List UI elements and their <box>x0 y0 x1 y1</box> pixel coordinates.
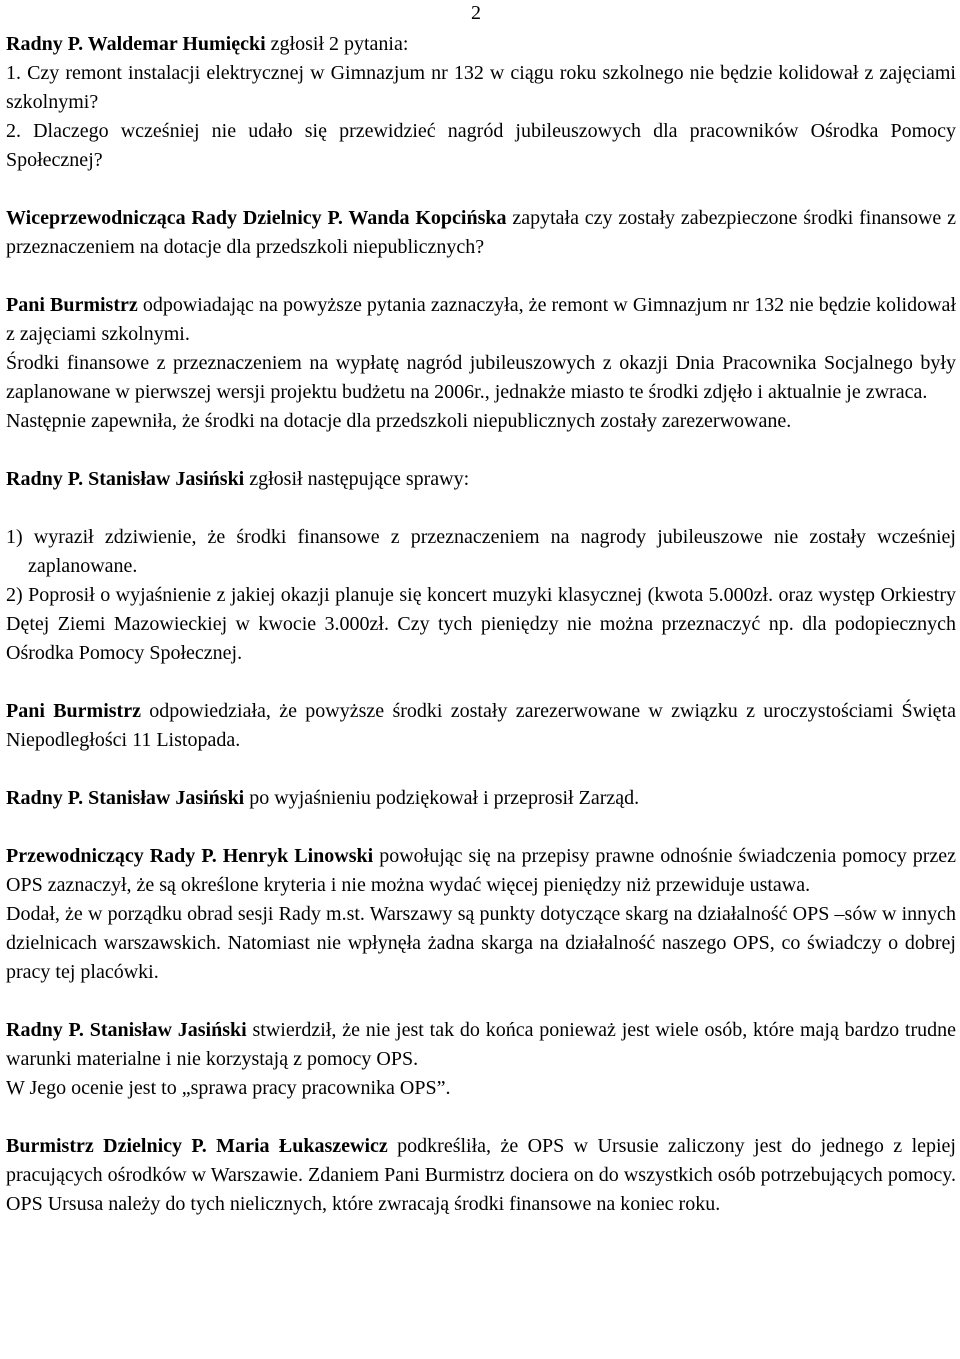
speaker-name: Radny P. Stanisław Jasiński <box>6 787 245 809</box>
paragraph-text: W Jego ocenie jest to „sprawa pracy pracownika OPS”. <box>6 1077 451 1099</box>
paragraph-text: 1. Czy remont instalacji elektrycznej w Gimnazjum nr 132 w ciągu roku szkolnego nie będzie kolidował z zajęciami szkolnymi? <box>6 62 956 113</box>
paragraph-text: odpowiedziała, że powyższe środki zostały zarezerwowane w związku z uroczystościami Święta Niepodległości 11 Listopada. <box>6 700 956 751</box>
speaker-name: Pani Burmistrz <box>6 294 138 316</box>
document-body <box>6 30 956 1219</box>
paragraph <box>6 1074 956 1103</box>
paragraph-gap <box>6 175 956 204</box>
paragraph <box>6 465 956 494</box>
paragraph <box>6 697 956 755</box>
paragraph-text: Następnie zapewniła, że środki na dotacje dla przedszkoli niepublicznych zostały zarezerwowane. <box>6 410 792 432</box>
paragraph-gap <box>6 436 956 465</box>
paragraph <box>6 204 956 262</box>
paragraph <box>6 900 956 987</box>
page-number: 2 <box>471 2 481 24</box>
paragraph-text: odpowiadając na powyższe pytania zaznaczyła, że remont w Gimnazjum nr 132 nie będzie kolidował z zajęciami szkolnymi. <box>6 294 956 345</box>
paragraph-text: 2) Poprosił o wyjaśnienie z jakiej okazji planuje się koncert muzyki klasycznej (kwota 5.000zł. oraz występ Orkiestry Dętej Ziemi Mazowieckiej w kwocie 3.000zł. Czy tych pieniędzy nie można przeznaczyć np. dla podopiecznych Ośrodka Pomocy Społecznej. <box>6 584 956 664</box>
paragraph-gap <box>6 1103 956 1132</box>
paragraph-text: powołując się na przepisy prawne odnośnie świadczenia pomocy przez OPS zaznaczył, że są określone kryteria i nie można wydać więcej pieniędzy niż przewiduje ustawa. <box>6 845 956 896</box>
paragraph-gap <box>6 494 956 523</box>
speaker-name: Radny P. Stanisław Jasiński <box>6 468 245 490</box>
paragraph <box>6 349 956 407</box>
speaker-name: Burmistrz Dzielnicy P. Maria Łukaszewicz <box>6 1135 388 1157</box>
paragraph-text: 2. Dlaczego wcześniej nie udało się przewidzieć nagród jubileuszowych dla pracowników Ośrodka Pomocy Społecznej? <box>6 120 956 171</box>
paragraph <box>6 30 956 59</box>
paragraph <box>6 407 956 436</box>
paragraph <box>6 581 956 668</box>
paragraph <box>6 842 956 900</box>
speaker-name: Pani Burmistrz <box>6 700 141 722</box>
speaker-name: Przewodniczący Rady P. Henryk Linowski <box>6 845 374 867</box>
paragraph-gap <box>6 668 956 697</box>
paragraph-gap <box>6 987 956 1016</box>
paragraph-text: Środki finansowe z przeznaczeniem na wypłatę nagród jubileuszowych z okazji Dnia Pracownika Socjalnego były zaplanowane w pierwszej wersji projektu budżetu na 2006r., jednakże miasto te środki zdjęło i aktualnie je zwraca. <box>6 352 956 403</box>
paragraph-text: zgłosił 2 pytania: <box>265 33 409 55</box>
paragraph-text: zapytała czy zostały zabezpieczone środki finansowe z przeznaczeniem na dotacje dla przedszkoli niepublicznych? <box>6 207 957 258</box>
paragraph <box>6 523 956 581</box>
paragraph <box>6 784 956 813</box>
paragraph <box>6 1132 956 1219</box>
paragraph-gap <box>6 755 956 784</box>
paragraph-text: zgłosił następujące sprawy: <box>244 468 470 490</box>
paragraph-gap <box>6 262 956 291</box>
paragraph-text: podkreśliła, że OPS w Ursusie zaliczony jest do jednego z lepiej pracujących ośrodków w Warszawie. Zdaniem Pani Burmistrz dociera on do wszystkich osób potrzebujących pomocy. OPS Ursusa należy do tych nielicznych, które zwracają środki finansowe na koniec roku. <box>6 1135 956 1215</box>
paragraph <box>6 117 956 175</box>
paragraph-text: po wyjaśnieniu podziękował i przeprosił Zarząd. <box>244 787 640 809</box>
paragraph <box>6 291 956 349</box>
paragraph <box>6 59 956 117</box>
paragraph-text: Dodał, że w porządku obrad sesji Rady m.st. Warszawy są punkty dotyczące skarg na działalność OPS –sów w innych dzielnicach warszawskich. Natomiast nie wpłynęła żadna skarga na działalność naszego OPS, co świadczy o dobrej pracy tej placówki. <box>6 903 956 983</box>
speaker-name: Radny P. Stanisław Jasiński <box>6 1019 247 1041</box>
paragraph <box>6 1016 956 1074</box>
paragraph-text: 1) wyraził zdziwienie, że środki finansowe z przeznaczeniem na nagrody jubileuszowe nie zostały wcześniej zaplanowane. <box>6 526 956 577</box>
paragraph-text: stwierdził, że nie jest tak do końca ponieważ jest wiele osób, które mają bardzo trudne warunki materialne i nie korzystają z pomocy OPS. <box>6 1019 956 1070</box>
speaker-name: Wiceprzewodnicząca Rady Dzielnicy P. Wanda Kopcińska <box>6 207 507 229</box>
paragraph-gap <box>6 813 956 842</box>
speaker-name: Radny P. Waldemar Humięcki <box>6 33 266 55</box>
